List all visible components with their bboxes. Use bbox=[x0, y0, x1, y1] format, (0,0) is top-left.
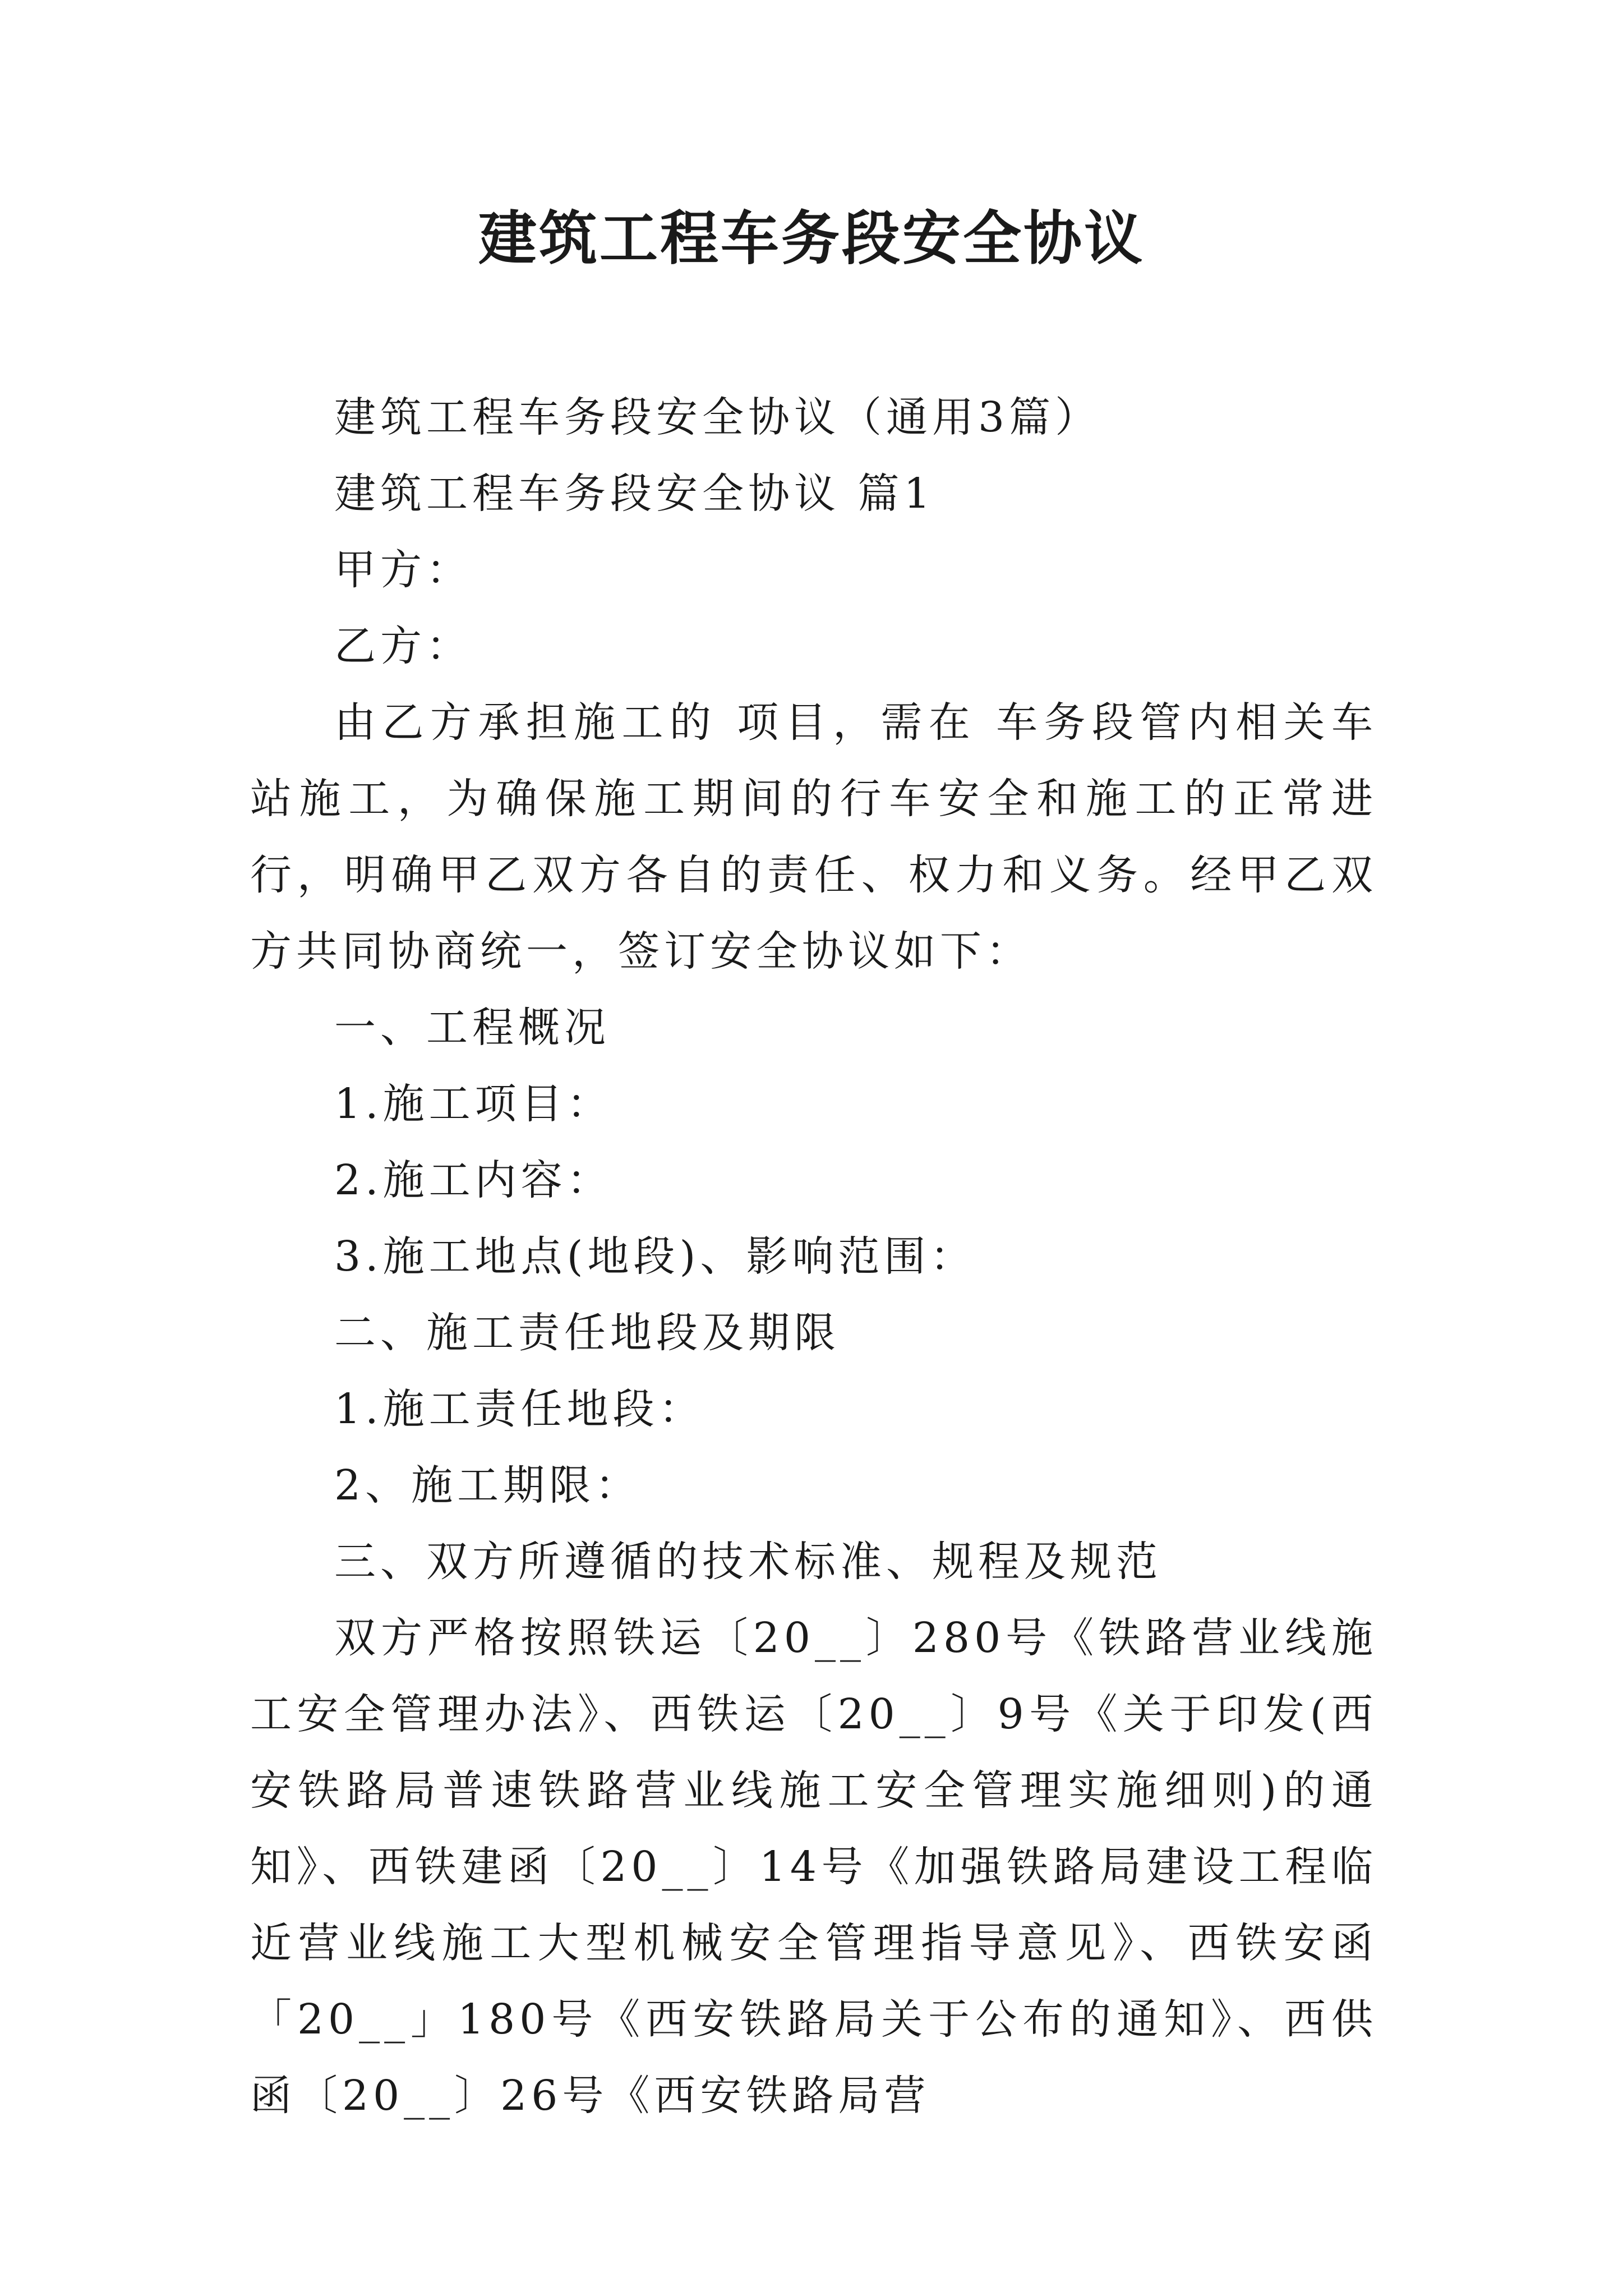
paragraph-heading-responsibility: 二、施工责任地段及期限 bbox=[334, 1309, 840, 1357]
paragraph-intro: 由乙方承担施工的 项目，需在 车务段管内相关车站施工，为确保施工期间的行车安全和施工的正常进行，明确甲乙双方各自的责任、权力和义务。经甲乙双方共同协商统一，签订安全协议如下： bbox=[250, 698, 1377, 976]
paragraph-heading-standards: 三、双方所遵循的技术标准、规程及规范 bbox=[334, 1538, 1162, 1586]
paragraph-responsibility-section: 1.施工责任地段： bbox=[334, 1385, 705, 1433]
paragraph-period: 2、施工期限： bbox=[334, 1461, 642, 1510]
paragraph-subtitle: 建筑工程车务段安全协议（通用3篇） bbox=[334, 393, 1101, 441]
paragraph-project: 1.施工项目： bbox=[334, 1080, 613, 1128]
paragraph-section-heading: 建筑工程车务段安全协议 篇1 bbox=[334, 470, 935, 518]
paragraph-location: 3.施工地点(地段)、影响范围： bbox=[334, 1232, 976, 1281]
paragraph-party-b: 乙方： bbox=[334, 622, 472, 670]
paragraph-heading-overview: 一、工程概况 bbox=[334, 1004, 610, 1052]
document-title: 建筑工程车务段安全协议 bbox=[478, 204, 1145, 273]
paragraph-content: 2.施工内容： bbox=[334, 1156, 613, 1204]
paragraph-standards: 双方严格按照铁运〔20__〕280号《铁路营业线施工安全管理办法》、西铁运〔20__〕9号《关于印发(西安铁路局普速铁路营业线施工安全管理实施细则)的通知》、西铁建函〔20__〕14号《加强铁路局建设工程临近营业线施工大型机械安全管理指导意见》、西铁安函「20__」180号《西安铁路局关于公布的通知》、西供函〔20__〕26号《西安铁路局营 bbox=[250, 1614, 1377, 2120]
document-body bbox=[250, 379, 1377, 2134]
paragraph-party-a: 甲方： bbox=[334, 546, 472, 594]
